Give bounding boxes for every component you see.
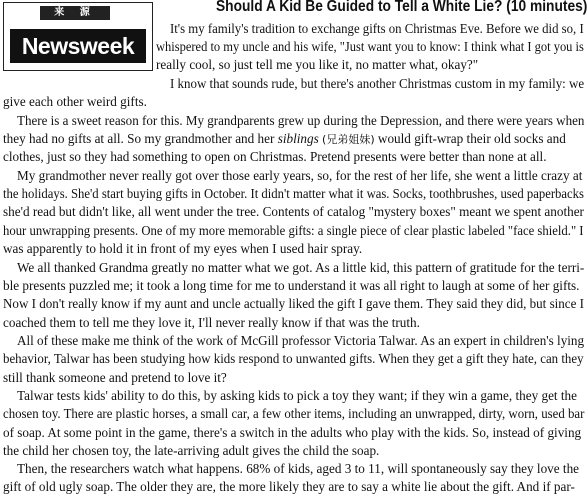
text-line: she'd read but didn't like, all went under the tree. Contents of catalog "mystery boxes" meant we spent another: [3, 204, 584, 219]
title-text: Should A Kid Be Guided to Tell a White Lie?: [216, 0, 503, 15]
text-line: chosen toy. There are plastic horses, a small car, a few other items, including an unwrapped, dirty, worn, used bar: [3, 406, 585, 421]
text-line: was apparently to hold it in front of my eyes when I used hair spray.: [3, 241, 363, 256]
title-trailing: (10 minutes): [502, 0, 587, 15]
text-line: the holidays. She'd start buying gifts in October. It didn't matter what it was. Socks, toothbrushes, used paperbacks: [3, 186, 584, 201]
text-line: I know that sounds rude, but there's another Christmas custom in my family: we: [170, 76, 585, 91]
text-line: of soap. At some point in the game, there's a switch in the adults who play with the kids. So, instead of giving: [3, 425, 582, 440]
text-segment: would gift-wrap their old socks and: [377, 131, 566, 146]
text-line: My grandmother never really got over those early years, so, for the rest of her life, she went a little crazy at: [17, 168, 583, 183]
text-line: whispered to my uncle and his wife, "Just want you to know: I think what I got you is: [156, 39, 584, 54]
text-line: clothes, just so they had something to open on Christmas. Pretend presents were better than none at all.: [3, 149, 547, 164]
source-box: [3, 2, 153, 71]
text-line: Talwar tests kids' ability to do this, by asking kids to pick a toy they want; if they win a game, they get the: [17, 388, 577, 403]
chinese-gloss: (兄弟姐妹): [322, 133, 375, 146]
text-line: All of these make me think of the work of McGill professor Victoria Talwar. As an expert in children's lying: [17, 333, 585, 348]
text-line: coached them to tell me they love it, I'll never really know if that was the truth.: [3, 315, 420, 330]
text-line: Then, the researchers watch what happens. 68% of kids, aged 3 to 11, will spontaneously say they love the: [17, 461, 580, 476]
text-line: the child her chosen toy, the late-arriving adult gives the child the soap.: [3, 443, 380, 458]
text-line: give each other weird gifts.: [3, 94, 147, 109]
article-title: [216, 0, 587, 17]
text-line: We all thanked Grandma greatly no matter what we got. As a little kid, this pattern of gratitude for the terri-: [17, 260, 585, 275]
text-line: There is a sweet reason for this. My grandparents grew up during the Depression, and there were years when: [17, 113, 585, 128]
text-line: still thank someone and pretend to love it?: [3, 370, 227, 385]
text-line: gift of old ugly soap. The older they are, the more likely they are to say a white lie about the gift. And if par-: [3, 479, 575, 494]
source-label: 来 源: [40, 6, 110, 20]
text-line: ble presents puzzled me; it took a long time for me to understand it was all right to laugh at some of her gifts.: [3, 278, 580, 293]
text-segment: they had no gifts at all. So my grandmother and her: [3, 131, 275, 146]
italic-word: siblings: [277, 131, 319, 146]
newsweek-logo: Newsweek: [10, 29, 146, 63]
text-line: behavior, Talwar has been studying how kids respond to unwanted gifts. When they get a gift they hate, can they: [3, 351, 584, 366]
text-line: hour unwrapping presents. One of my more memorable gifts: a single piece of clear plastic labeled "face shield." I: [3, 223, 584, 238]
text-line: [3, 131, 566, 148]
text-line: really cool, so just tell me you like it, no matter what, okay?": [156, 57, 479, 72]
text-line: It's my family's tradition to exchange gifts on Christmas Eve. Before we did so, I: [170, 21, 584, 36]
text-line: Now I don't really know if my aunt and uncle actually liked the gift I gave them. They said they did, but since I: [3, 296, 585, 311]
